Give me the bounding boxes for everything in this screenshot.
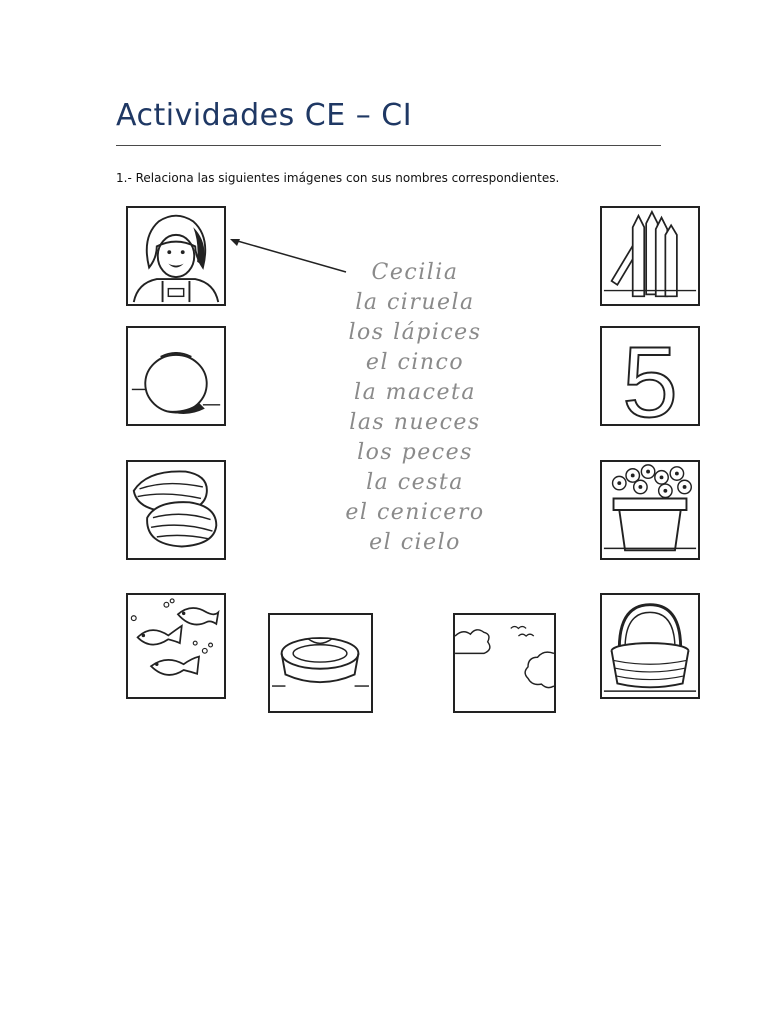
pencils-icon bbox=[602, 208, 698, 304]
word-list bbox=[320, 258, 510, 558]
word-item: la cesta bbox=[366, 470, 464, 495]
word-item: el cinco bbox=[365, 350, 465, 375]
word-item: los lápices bbox=[348, 320, 482, 345]
walnuts-icon bbox=[128, 462, 224, 558]
word-item: la maceta bbox=[354, 380, 476, 405]
pencils-picture bbox=[600, 206, 700, 306]
ashtray-picture bbox=[268, 613, 373, 713]
basket-icon bbox=[602, 595, 698, 697]
walnuts-picture bbox=[126, 460, 226, 560]
word-item: Cecilia bbox=[371, 260, 459, 285]
girl-picture bbox=[126, 206, 226, 306]
ashtray-icon bbox=[270, 615, 371, 711]
word-item: el cielo bbox=[369, 530, 461, 555]
page-title: Actividades CE – CI bbox=[116, 98, 413, 133]
sky-icon bbox=[455, 615, 554, 711]
fish-icon bbox=[128, 595, 224, 697]
word-item: la ciruela bbox=[355, 290, 475, 315]
word-item: las nueces bbox=[349, 410, 481, 435]
plum-picture bbox=[126, 326, 226, 426]
title-divider bbox=[116, 145, 661, 146]
girl-icon bbox=[128, 208, 224, 304]
word-item: el cenicero bbox=[345, 500, 485, 525]
exercise-instruction: 1.- Relaciona las siguientes imágenes con sus nombres correspondientes. bbox=[116, 171, 560, 185]
sky-picture bbox=[453, 613, 556, 713]
basket-picture bbox=[600, 593, 700, 699]
plum-icon bbox=[128, 328, 224, 424]
five-digit: 5 bbox=[622, 328, 678, 424]
five-icon bbox=[602, 328, 698, 424]
fish-picture bbox=[126, 593, 226, 699]
flowerpot-icon bbox=[602, 462, 698, 558]
flowerpot-picture bbox=[600, 460, 700, 560]
number-five-picture bbox=[600, 326, 700, 426]
word-item: los peces bbox=[357, 440, 473, 465]
